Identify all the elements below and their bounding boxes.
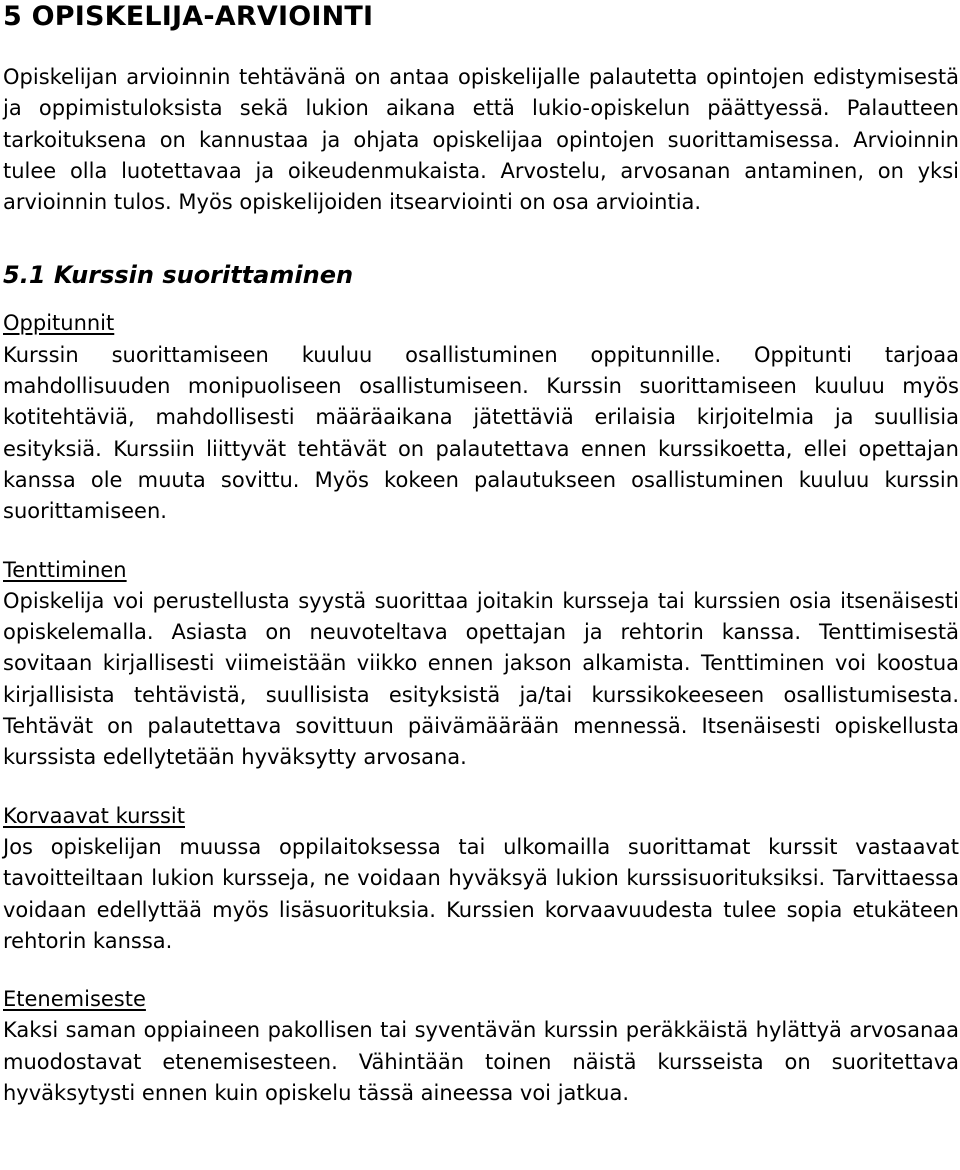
section-paragraph: Opiskelija voi perustellusta syystä suorittaa joitakin kursseja tai kurssien osia itsenäisesti opiskelemalla. Asiasta on neuvoteltava opettajan ja rehtorin kanssa. Tenttimisestä sovitaan kirjallisesti viimeistään viikko ennen jakson alkamista. Tenttiminen voi koostua kirjallisista tehtävistä, suullisista esityksistä ja/tai kurssikokeeseen osallistumisesta. Tehtävät on palautettava sovittuun päivämäärään mennessä. Itsenäisesti opiskellusta kurssista edellytetään hyväksytty arvosana. — [3, 588, 959, 770]
section-heading: Oppitunnit — [3, 311, 115, 336]
section-paragraph: Kaksi saman oppiaineen pakollisen tai syventävän kurssin peräkkäistä hylättyä arvosanaa muodostavat etenemisesteen. Vähintään toinen näistä kursseista on suoritettava hyväksytysti ennen kuin opiskelu tässä aineessa voi jatkua. — [3, 1018, 959, 1106]
section-korvaavat-kurssit — [3, 801, 959, 957]
section-oppitunnit — [3, 308, 959, 527]
section-paragraph: Jos opiskelijan muussa oppilaitoksessa tai ulkomailla suorittamat kurssit vastaavat tavoitteiltaan lukion kursseja, ne voidaan hyväksyä lukion kurssisuorituksiksi. Tarvittaessa voidaan edellyttää myös lisäsuorituksia. Kurssien korvaavuudesta tulee sopia etukäteen rehtorin kanssa. — [3, 834, 959, 953]
section-heading: Etenemiseste — [3, 987, 146, 1012]
intro-paragraph: Opiskelijan arvioinnin tehtävänä on antaa opiskelijalle palautetta opintojen edistymisestä ja oppimistuloksista sekä lukion aikana että lukio-opiskelun päättyessä. Palautteen tarkoituksena on kannustaa ja ohjata opiskelijaa opintojen suorittamisessa. Arvioinnin tulee olla luotettavaa ja oikeudenmukaista. Arvostelu, arvosanan antaminen, on yksi arvioinnin tulos. Myös opiskelijoiden itsearviointi on osa arviointia. — [3, 65, 959, 215]
page-title: 5 OPISKELIJA-ARVIOINTI — [3, 1, 374, 32]
section-paragraph: Kurssin suorittamiseen kuuluu osallistuminen oppitunnille. Oppitunti tarjoaa mahdollisuuden monipuoliseen osallistumiseen. Kurssin suorittamiseen kuuluu myös kotitehtäviä, mahdollisesti määräaikana jätettäviä erilaisia kirjoitelmia ja suullisia esityksiä. Kurssiin liittyvät tehtävät on palautettava ennen kurssikoetta, ellei opettajan kanssa ole muuta sovittu. Myös kokeen palautukseen osallistuminen kuuluu kurssin suorittamiseen. — [3, 342, 959, 524]
section-heading: Korvaavat kurssit — [3, 803, 185, 828]
section-tenttiminen — [3, 555, 959, 774]
section-title: 5.1 Kurssin suorittaminen — [3, 261, 354, 290]
section-heading: Tenttiminen — [3, 557, 127, 582]
section-etenemiseste — [3, 984, 959, 1109]
